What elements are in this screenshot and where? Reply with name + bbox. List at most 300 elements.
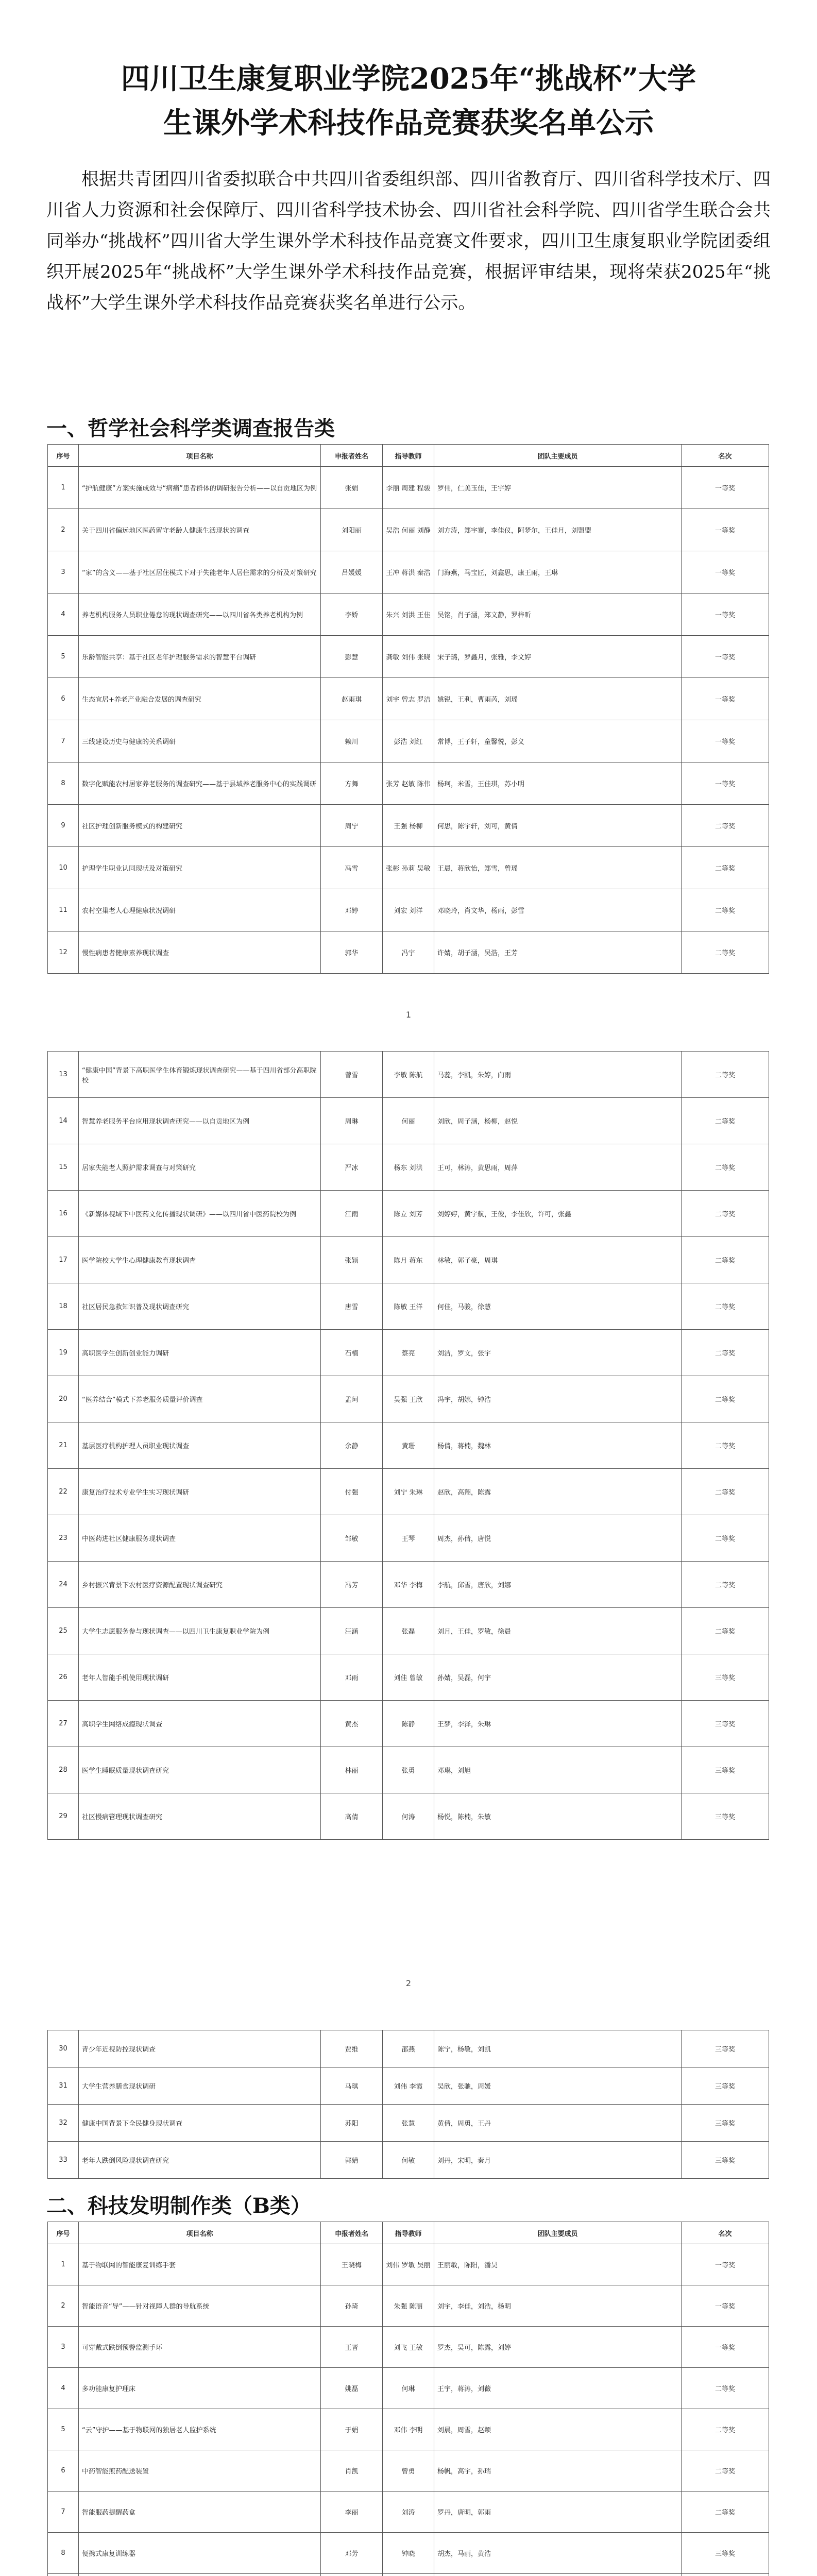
project-name: 高职医学生创新创业能力调研: [79, 1330, 321, 1376]
team-members: 刘方涛，郑宇骞，李佳仪，阿梦尔，王佳月，刘盟盟: [434, 509, 682, 551]
table-row: [48, 762, 769, 805]
team-members: 罗丹，唐明，郭雨: [434, 2492, 682, 2533]
awards-table-3: [47, 2030, 769, 2179]
row-number: 23: [48, 1515, 79, 1562]
row-number: 5: [48, 2409, 79, 2450]
team-members: 赵欣，高翔，陈露: [434, 1469, 682, 1515]
advisor-names: 陈敏 王洋: [383, 1283, 434, 1330]
award-rank: 三等奖: [682, 2030, 769, 2067]
award-rank: 一等奖: [682, 551, 769, 594]
project-name: 基层医疗机构护理人员职业现状调查: [79, 1422, 321, 1469]
team-members: 王晨，蒋欣怡，郑雪，曾瑶: [434, 847, 682, 889]
project-name: 社区护理创新服务模式的构建研究: [79, 805, 321, 847]
table-row: [48, 1608, 769, 1654]
table-row: [48, 467, 769, 509]
award-rank: 一等奖: [682, 636, 769, 678]
applicant-name: 孟珂: [321, 1376, 383, 1422]
project-name: 青少年近视防控现状调查: [79, 2030, 321, 2067]
team-members: 林敏，郭子豪，周琪: [434, 1237, 682, 1283]
table-row: [48, 1654, 769, 1701]
page-number: 2: [405, 1978, 412, 1988]
award-rank: 二等奖: [682, 1191, 769, 1237]
row-number: 19: [48, 1330, 79, 1376]
awards-table-4: [47, 2222, 769, 2576]
project-name: 可穿戴式跌倒预警监测手环: [79, 2327, 321, 2368]
award-rank: 一等奖: [682, 762, 769, 805]
advisor-names: 何琳: [383, 2368, 434, 2409]
table-row: [48, 1422, 769, 1469]
advisor-names: 张芳 赵敏 陈伟: [383, 762, 434, 805]
team-members: 刘月，王佳，罗敏，徐晨: [434, 1608, 682, 1654]
applicant-name: 姚磊: [321, 2368, 383, 2409]
advisor-names: 杨东 刘洪: [383, 1144, 434, 1191]
table-row: [48, 1747, 769, 1793]
project-name: 基于物联网的智能康复训练手套: [79, 2244, 321, 2285]
project-name: 护理学生职业认同现状及对策研究: [79, 847, 321, 889]
project-name: 慢性病患者健康素养现状调查: [79, 931, 321, 974]
advisor-names: 刘飞 王敏: [383, 2327, 434, 2368]
advisor-names: [383, 2574, 434, 2576]
project-name: 社区慢病管理现状调查研究: [79, 1793, 321, 1840]
advisor-names: 黄珊: [383, 1422, 434, 1469]
advisor-names: 曾勇: [383, 2450, 434, 2492]
team-members: 邓琳，刘旭: [434, 1747, 682, 1793]
row-number: 2: [48, 509, 79, 551]
table-row: [48, 509, 769, 551]
applicant-name: 郭华: [321, 931, 383, 974]
team-members: 李航，邱雪，唐欣，刘娜: [434, 1562, 682, 1608]
applicant-name: 王晋: [321, 2327, 383, 2368]
advisor-names: 刘佳 曾敏: [383, 1654, 434, 1701]
applicant-name: 余静: [321, 1422, 383, 1469]
table-row: [48, 2533, 769, 2574]
applicant-name: 苏阳: [321, 2105, 383, 2142]
team-members: 罗杰，吴可，陈露，刘婷: [434, 2327, 682, 2368]
advisor-names: 刘涛: [383, 2492, 434, 2533]
team-members: 邓晓玲，肖文华，杨雨，彭雪: [434, 889, 682, 931]
team-members: 周杰，孙倩，唐悦: [434, 1515, 682, 1562]
table-row: [48, 805, 769, 847]
award-rank: 二等奖: [682, 2368, 769, 2409]
award-rank: 一等奖: [682, 2285, 769, 2327]
advisor-names: 陈立 刘芳: [383, 1191, 434, 1237]
award-rank: 三等奖: [682, 2142, 769, 2179]
table-row: [48, 1469, 769, 1515]
team-members: 刘洁，罗文，张宇: [434, 1330, 682, 1376]
applicant-name: 唐雪: [321, 1283, 383, 1330]
award-rank: 二等奖: [682, 1052, 769, 1098]
applicant-name: 肖凯: [321, 2450, 383, 2492]
table-row: [48, 2492, 769, 2533]
advisor-names: 冯宇: [383, 931, 434, 974]
team-members: 冯宇，胡娜，钟浩: [434, 1376, 682, 1422]
table-row: [48, 1793, 769, 1840]
advisor-names: 张勇: [383, 1747, 434, 1793]
row-number: 13: [48, 1052, 79, 1098]
team-members: 刘晨，周雪，赵颖: [434, 2409, 682, 2450]
row-number: 33: [48, 2142, 79, 2179]
award-rank: 三等奖: [682, 1747, 769, 1793]
team-members: 胡杰，马丽，黄浩: [434, 2533, 682, 2574]
team-members: 何佳，马骏，徐慧: [434, 1283, 682, 1330]
award-rank: 三等奖: [682, 1701, 769, 1747]
applicant-name: 邓芳: [321, 2533, 383, 2574]
row-number: 17: [48, 1237, 79, 1283]
project-name: 居家失能老人照护需求调查与对策研究: [79, 1144, 321, 1191]
award-rank: 一等奖: [682, 509, 769, 551]
project-name: 高职学生网络成瘾现状调查: [79, 1701, 321, 1747]
table-row: [48, 1562, 769, 1608]
row-number: 27: [48, 1701, 79, 1747]
row-number: 30: [48, 2030, 79, 2067]
table-row: [48, 2285, 769, 2327]
team-members: 王宇，蒋涛，刘薇: [434, 2368, 682, 2409]
award-rank: 一等奖: [682, 467, 769, 509]
advisor-names: 刘伟 李霞: [383, 2067, 434, 2105]
row-number: 10: [48, 847, 79, 889]
table-row: [48, 2409, 769, 2450]
table-row: [48, 1376, 769, 1422]
award-rank: 一等奖: [682, 594, 769, 636]
award-rank: 二等奖: [682, 2450, 769, 2492]
team-members: 刘婷婷，黄宇航，王俊，李佳欣，许可，张鑫: [434, 1191, 682, 1237]
table-row: [48, 1237, 769, 1283]
team-members: 刘欣，周子涵，杨柳，赵悦: [434, 1098, 682, 1144]
team-members: 门海燕，马宝匠，刘鑫思，康王雨，王琳: [434, 551, 682, 594]
project-name: “护航健康”方案实施成效与“病痛”患者群体的调研报告分析——以自贡地区为例: [79, 467, 321, 509]
team-members: [434, 2574, 682, 2576]
table-row: [48, 1052, 769, 1098]
advisor-names: 陈静: [383, 1701, 434, 1747]
team-members: 刘宇，李佳，刘浩，杨明: [434, 2285, 682, 2327]
project-name: 乐龄智能共享：基于社区老年护理服务需求的智慧平台调研: [79, 636, 321, 678]
project-name: 智慧养老服务平台应用现状调查研究——以自贡地区为例: [79, 1098, 321, 1144]
project-name: 老年人智能手机使用现状调研: [79, 1654, 321, 1701]
advisor-names: 张慧: [383, 2105, 434, 2142]
row-number: 11: [48, 889, 79, 931]
row-number: 20: [48, 1376, 79, 1422]
team-members: 宋子璐，罗鑫月，张雅，李文婷: [434, 636, 682, 678]
applicant-name: 赵雨琪: [321, 678, 383, 720]
award-rank: 二等奖: [682, 1376, 769, 1422]
table-row: [48, 2030, 769, 2067]
applicant-name: 方舞: [321, 762, 383, 805]
project-name: 智能服药提醒药盒: [79, 2492, 321, 2533]
table-row: [48, 2368, 769, 2409]
award-rank: 二等奖: [682, 1608, 769, 1654]
header-applicant: 申报者姓名: [321, 2222, 383, 2244]
header-team: 团队主要成员: [434, 2222, 682, 2244]
applicant-name: 付强: [321, 1469, 383, 1515]
project-name: 社区居民急救知识普及现状调查研究: [79, 1283, 321, 1330]
team-members: 黄倩，周勇，王丹: [434, 2105, 682, 2142]
project-name: “医养结合”模式下养老服务质量评价调查: [79, 1376, 321, 1422]
team-members: 王梦，李泽，朱琳: [434, 1701, 682, 1747]
row-number: 9: [48, 805, 79, 847]
applicant-name: 刘阳丽: [321, 509, 383, 551]
applicant-name: [321, 2574, 383, 2576]
project-name: 中药智能煎药配送装置: [79, 2450, 321, 2492]
award-rank: 二等奖: [682, 1098, 769, 1144]
project-name: 养老机构服务人员职业倦怠的现状调查研究——以四川省各类养老机构为例: [79, 594, 321, 636]
applicant-name: 邓雨: [321, 1654, 383, 1701]
team-members: 姚锐，王利，曹雨芮，刘瑶: [434, 678, 682, 720]
page-title-line2: 生课外学术科技作品竞赛获奖名单公示: [163, 106, 654, 140]
table-row: [48, 1283, 769, 1330]
project-name: 农村空巢老人心理健康状况调研: [79, 889, 321, 931]
table-row: [48, 889, 769, 931]
advisor-names: 刘宏 刘洋: [383, 889, 434, 931]
header-num: 序号: [48, 445, 79, 467]
table-row: [48, 636, 769, 678]
row-number: 6: [48, 678, 79, 720]
project-name: 医学院校大学生心理健康教育现状调查: [79, 1237, 321, 1283]
award-rank: 二等奖: [682, 889, 769, 931]
advisor-names: 李敏 陈航: [383, 1052, 434, 1098]
section-heading-1: 一、哲学社会科学类调查报告类: [46, 416, 335, 440]
applicant-name: 冯芳: [321, 1562, 383, 1608]
table-row: [48, 594, 769, 636]
table-row: [48, 1191, 769, 1237]
team-members: 马蕊，李凯，朱婷，向雨: [434, 1052, 682, 1098]
applicant-name: 李丽: [321, 2492, 383, 2533]
table-row: [48, 2067, 769, 2105]
project-name: 大学生志愿服务参与现状调查——以四川卫生康复职业学院为例: [79, 1608, 321, 1654]
intro-paragraph: 根据共青团四川省委拟联合中共四川省委组织部、四川省教育厅、四川省科学技术厅、四川省人力资源和社会保障厅、四川省科学技术协会、四川省社会科学院、四川省学生联合会共同举办“挑战杯”四川省大学生课外学术科技作品竞赛文件要求，四川卫生康复职业学院团委组织开展2025年“挑战杯”大学生课外学术科技作品竞赛，根据评审结果，现将荣获2025年“挑战杯”大学生课外学术科技作品竞赛获奖名单进行公示。: [46, 169, 771, 313]
table-row: [48, 2142, 769, 2179]
project-name: 《新媒体视域下中医药文化传播现状调研》——以四川省中医药院校为例: [79, 1191, 321, 1237]
table-row: [48, 2574, 769, 2576]
page-number: 1: [405, 1010, 412, 1020]
table-row: [48, 931, 769, 974]
row-number: 7: [48, 720, 79, 762]
table-row: [48, 847, 769, 889]
advisor-names: 刘宇 曾志 罗洁: [383, 678, 434, 720]
table-row: [48, 2105, 769, 2142]
applicant-name: 张颖: [321, 1237, 383, 1283]
header-project: 项目名称: [79, 445, 321, 467]
team-members: 陈宁，杨敏，刘凯: [434, 2030, 682, 2067]
row-number: 18: [48, 1283, 79, 1330]
advisor-names: 蔡亮: [383, 1330, 434, 1376]
header-applicant: 申报者姓名: [321, 445, 383, 467]
table-row: [48, 1701, 769, 1747]
header-rank: 名次: [682, 2222, 769, 2244]
team-members: 吴欣，张驰，周媛: [434, 2067, 682, 2105]
advisor-names: 吴浩 何丽 刘静: [383, 509, 434, 551]
project-name: 健康中国背景下全民健身现状调查: [79, 2105, 321, 2142]
award-rank: 二等奖: [682, 1515, 769, 1562]
project-name: 中医药进社区健康服务现状调查: [79, 1515, 321, 1562]
table-row: [48, 2450, 769, 2492]
advisor-names: 刘宁 朱琳: [383, 1469, 434, 1515]
advisor-names: 何涛: [383, 1793, 434, 1840]
award-rank: 一等奖: [682, 2327, 769, 2368]
table-row: [48, 1144, 769, 1191]
table-row: [48, 551, 769, 594]
header-advisor: 指导教师: [383, 2222, 434, 2244]
advisor-names: 李丽 周建 程骏: [383, 467, 434, 509]
advisor-names: 王强 杨柳: [383, 805, 434, 847]
row-number: 26: [48, 1654, 79, 1701]
row-number: 8: [48, 762, 79, 805]
award-rank: 二等奖: [682, 1422, 769, 1469]
project-name: 医学生睡眠质量现状调查研究: [79, 1747, 321, 1793]
advisor-names: 邵燕: [383, 2030, 434, 2067]
applicant-name: 周琳: [321, 1098, 383, 1144]
project-name: 生态宜居+养老产业融合发展的调查研究: [79, 678, 321, 720]
award-rank: 三等奖: [682, 2067, 769, 2105]
row-number: 3: [48, 551, 79, 594]
applicant-name: 吕媛媛: [321, 551, 383, 594]
applicant-name: 冯雪: [321, 847, 383, 889]
applicant-name: 石楠: [321, 1330, 383, 1376]
header-team: 团队主要成员: [434, 445, 682, 467]
project-name: 大学生营养膳食现状调研: [79, 2067, 321, 2105]
row-number: 25: [48, 1608, 79, 1654]
team-members: 罗伟，仁美玉佳，王宇婷: [434, 467, 682, 509]
applicant-name: 严冰: [321, 1144, 383, 1191]
row-number: 24: [48, 1562, 79, 1608]
applicant-name: 孙琦: [321, 2285, 383, 2327]
row-number: 2: [48, 2285, 79, 2327]
row-number: 22: [48, 1469, 79, 1515]
row-number: 12: [48, 931, 79, 974]
project-name: 数字化赋能农村居家养老服务的调查研究——基于县域养老服务中心的实践调研: [79, 762, 321, 805]
team-members: 许婧，胡子涵，吴浩，王芳: [434, 931, 682, 974]
applicant-name: 汪涵: [321, 1608, 383, 1654]
header-project: 项目名称: [79, 2222, 321, 2244]
team-members: 常博，王子轩，童馨悦，彭义: [434, 720, 682, 762]
applicant-name: 赖川: [321, 720, 383, 762]
applicant-name: 彭慧: [321, 636, 383, 678]
applicant-name: 江雨: [321, 1191, 383, 1237]
applicant-name: 贾维: [321, 2030, 383, 2067]
team-members: 杨倩，蒋楠，魏林: [434, 1422, 682, 1469]
row-number: 3: [48, 2327, 79, 2368]
advisor-names: 陈月 蒋东: [383, 1237, 434, 1283]
team-members: 王可，林涛，黄思雨，周萍: [434, 1144, 682, 1191]
award-rank: 一等奖: [682, 678, 769, 720]
project-name: 乡村振兴背景下农村医疗资源配置现状调查研究: [79, 1562, 321, 1608]
project-name: “家”的含义——基于社区居住模式下对于失能老年人居住需求的分析及对策研究: [79, 551, 321, 594]
row-number: 1: [48, 2244, 79, 2285]
project-name: 多功能康复护理床: [79, 2368, 321, 2409]
applicant-name: 郭婧: [321, 2142, 383, 2179]
project-name: 便携式康复训练器: [79, 2533, 321, 2574]
table-row: [48, 1330, 769, 1376]
applicant-name: 周宁: [321, 805, 383, 847]
award-rank: 二等奖: [682, 2492, 769, 2533]
row-number: 14: [48, 1098, 79, 1144]
project-name: “健康中国”背景下高职医学生体育锻炼现状调查研究——基于四川省部分高职院校: [79, 1052, 321, 1098]
applicant-name: 邓婷: [321, 889, 383, 931]
row-number: 4: [48, 2368, 79, 2409]
row-number: 15: [48, 1144, 79, 1191]
row-number: 32: [48, 2105, 79, 2142]
award-rank: [682, 2574, 769, 2576]
table-row: [48, 1515, 769, 1562]
advisor-names: 王冲 蒋洪 秦浩: [383, 551, 434, 594]
project-name: “云”守护——基于物联网的独居老人监护系统: [79, 2409, 321, 2450]
applicant-name: 王晓梅: [321, 2244, 383, 2285]
advisor-names: 朱强 陈丽: [383, 2285, 434, 2327]
applicant-name: 于娟: [321, 2409, 383, 2450]
applicant-name: 张娟: [321, 467, 383, 509]
team-members: 刘丹，宋明，秦月: [434, 2142, 682, 2179]
project-name: 关于四川省偏远地区医药留守老龄人健康生活现状的调查: [79, 509, 321, 551]
applicant-name: 邹敏: [321, 1515, 383, 1562]
project-name: 老年人跌倒风险现状调查研究: [79, 2142, 321, 2179]
table-row: [48, 678, 769, 720]
row-number: 16: [48, 1191, 79, 1237]
team-members: 孙婧，吴磊，何宇: [434, 1654, 682, 1701]
team-members: 吴铭，肖子涵，郑文静，罗梓昕: [434, 594, 682, 636]
advisor-names: 钟晓: [383, 2533, 434, 2574]
table-row: [48, 2244, 769, 2285]
applicant-name: 高倩: [321, 1793, 383, 1840]
award-rank: 二等奖: [682, 1562, 769, 1608]
project-name: 三线建设历史与健康的关系调研: [79, 720, 321, 762]
table-header-row: [48, 445, 769, 467]
advisor-names: 王琴: [383, 1515, 434, 1562]
award-rank: 三等奖: [682, 2533, 769, 2574]
header-rank: 名次: [682, 445, 769, 467]
applicant-name: 马琪: [321, 2067, 383, 2105]
applicant-name: 黄杰: [321, 1701, 383, 1747]
table-row: [48, 1098, 769, 1144]
advisor-names: 张磊: [383, 1608, 434, 1654]
award-rank: 三等奖: [682, 2105, 769, 2142]
advisor-names: 何丽: [383, 1098, 434, 1144]
award-rank: 二等奖: [682, 1330, 769, 1376]
header-num: 序号: [48, 2222, 79, 2244]
row-number: 31: [48, 2067, 79, 2105]
row-number: 8: [48, 2533, 79, 2574]
advisor-names: 龚敏 刘伟 张晓: [383, 636, 434, 678]
applicant-name: 李娇: [321, 594, 383, 636]
award-rank: 三等奖: [682, 1793, 769, 1840]
row-number: 6: [48, 2450, 79, 2492]
award-rank: 一等奖: [682, 720, 769, 762]
project-name: [79, 2574, 321, 2576]
team-members: 杨悦，陈楠，朱敏: [434, 1793, 682, 1840]
advisor-names: 何敏: [383, 2142, 434, 2179]
team-members: 王丽敏，陈阳，潘昊: [434, 2244, 682, 2285]
row-number: 29: [48, 1793, 79, 1840]
page-title-line1: 四川卫生康复职业学院2025年“挑战杯”大学: [121, 62, 696, 96]
award-rank: 二等奖: [682, 1469, 769, 1515]
header-advisor: 指导教师: [383, 445, 434, 467]
applicant-name: 林丽: [321, 1747, 383, 1793]
table-row: [48, 2327, 769, 2368]
row-number: 21: [48, 1422, 79, 1469]
row-number: 1: [48, 467, 79, 509]
applicant-name: 曾雪: [321, 1052, 383, 1098]
award-rank: 二等奖: [682, 1237, 769, 1283]
team-members: 杨珂，米雪，王佳琪，苏小明: [434, 762, 682, 805]
row-number: 28: [48, 1747, 79, 1793]
row-number: [48, 2574, 79, 2576]
award-rank: 一等奖: [682, 2244, 769, 2285]
row-number: 7: [48, 2492, 79, 2533]
advisor-names: 彭浩 刘红: [383, 720, 434, 762]
row-number: 5: [48, 636, 79, 678]
section-heading-2: 二、科技发明制作类（B类）: [46, 2194, 311, 2218]
table-header-row: [48, 2222, 769, 2244]
award-rank: 二等奖: [682, 1283, 769, 1330]
team-members: 杨帆，高宇，孙瑞: [434, 2450, 682, 2492]
